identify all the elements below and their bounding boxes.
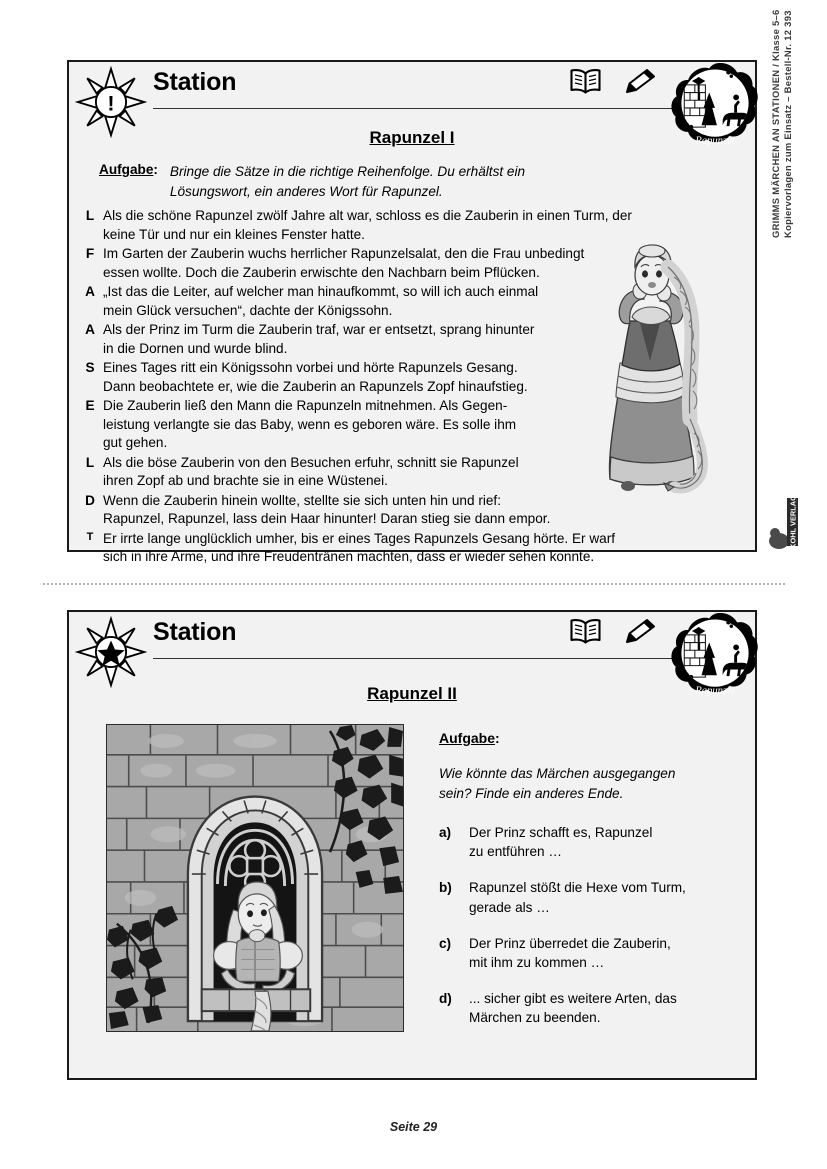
- sentence-letter: D: [85, 492, 95, 508]
- station-2-question: Wie könnte das Märchen ausgegangen sein? Finde ein anderes Ende.: [439, 766, 676, 801]
- station-1-title: Station: [153, 68, 237, 96]
- option-key: a): [439, 825, 452, 841]
- pencil-icon: [624, 618, 656, 644]
- option-text: Der Prinz überredet die Zauberin, mit ihm zu kommen …: [469, 935, 671, 970]
- sentence-text: Im Garten der Zauberin wuchs herrlicher Rapunzelsalat, den die Frau unbedingt essen wollte. Doch die Zauberin erwischte den Nachbarn beim Pflücken.: [103, 246, 585, 280]
- header-rule-2: [153, 658, 721, 659]
- sentence-letter: S: [85, 360, 95, 376]
- sentence-text: Wenn die Zauberin hinein wollte, stellte sie sich unten hin und rief: Rapunzel, Rapunzel, lass dein Haar hinunter! Daran stieg sie dann empor.: [103, 492, 551, 527]
- list-item: [439, 989, 739, 1027]
- list-item: [69, 359, 755, 396]
- emblem-caption-2: Rapunzel: [695, 685, 735, 697]
- station-1-subtitle: Rapunzel I: [369, 128, 455, 147]
- list-item: [439, 878, 739, 916]
- list-item: [69, 207, 755, 244]
- publisher-logo: [766, 492, 812, 554]
- list-item: [439, 823, 739, 861]
- list-item: [69, 321, 755, 358]
- sentence-text: Als die böse Zauberin von den Besuchen erfuhr, schnitt sie Rapunzel ihren Zopf ab und brachte sie in eine Wüstenei.: [103, 454, 519, 489]
- option-key: b): [439, 880, 452, 896]
- aufgabe-label-2: Aufgabe:: [439, 730, 500, 746]
- list-item: [69, 283, 755, 320]
- sentence-text: Er irrte lange unglücklich umher, bis er eines Tages Rapunzels Gesang hörte. Er warf sich in ihre Arme, und ihre Freudentränen machten, dass er wieder sehen konnte.: [103, 530, 616, 565]
- sentence-letter: E: [85, 398, 95, 414]
- station-panel-2: [67, 610, 757, 1080]
- option-key: c): [439, 935, 452, 951]
- option-text: Der Prinz schafft es, Rapunzel zu entführen …: [469, 825, 653, 860]
- station-1-aufgabe: [99, 162, 755, 201]
- sidebar-line-1: GRIMMS MÄRCHEN AN STATIONEN / Klasse 5–6: [770, 9, 781, 238]
- sentence-letter: F: [85, 246, 95, 262]
- option-key: d): [439, 990, 452, 1006]
- option-text: Rapunzel stößt die Hexe vom Turm, gerade als …: [469, 880, 686, 915]
- sentence-letter: A: [85, 284, 95, 300]
- list-item: [69, 492, 755, 529]
- list-item: [69, 245, 755, 282]
- aufgabe-line-1: Bringe die Sätze in die richtige Reihenfolge. Du erhältst ein: [169, 164, 526, 179]
- aufgabe-text-1: [170, 162, 525, 201]
- aufgabe-line-2: Lösungswort, ein anderes Wort für Rapunzel.: [169, 183, 443, 199]
- sentence-letter: T: [86, 530, 94, 543]
- aufgabe-label-1: Aufgabe:: [99, 162, 158, 177]
- sentence-list: [69, 207, 755, 566]
- publisher-name: KOHL VERLAG: [788, 495, 798, 549]
- sentence-letter: L: [85, 208, 95, 224]
- list-item: [69, 530, 755, 567]
- sentence-letter: L: [85, 454, 95, 470]
- page-number: Seite 29: [389, 1120, 438, 1134]
- sidebar-imprint: [770, 0, 794, 238]
- open-book-icon: [569, 68, 602, 94]
- emblem-caption-1: Rapunzel: [695, 135, 735, 147]
- list-item: [69, 397, 755, 452]
- station-2-subtitle: Rapunzel II: [367, 684, 457, 703]
- sunburst-star-icon: [75, 616, 147, 688]
- rapunzel-tower-illustration: [106, 724, 404, 1032]
- sentence-text: Eines Tages ritt ein Königssohn vorbei und hörte Rapunzels Gesang. Dann beobachtete er, wie die Zauberin an Rapunzels Zopf hinaufstieg.: [103, 360, 528, 394]
- list-item: [69, 454, 755, 491]
- sentence-text: „Ist das die Leiter, auf welcher man hinaufkommt, so will ich auch einmal mein Glück versuchen“, dachte der Königssohn.: [103, 284, 539, 318]
- sentence-text: Als die schöne Rapunzel zwölf Jahre alt war, schloss es die Zauberin in einen Turm, der keine Tür und nur ein kleines Fenster hatte.: [103, 208, 632, 242]
- list-item: [439, 934, 739, 972]
- ending-options-list: [439, 823, 739, 1026]
- sentence-letter: A: [85, 322, 95, 338]
- sunburst-exclamation-icon: [75, 66, 147, 138]
- station-1-badge-glyph: !: [107, 90, 115, 116]
- station-2-title: Station: [153, 618, 237, 646]
- station-1-header-icons: [569, 68, 656, 94]
- section-divider: [42, 583, 786, 585]
- pencil-icon: [624, 68, 656, 94]
- sidebar-line-2: Kopiervorlagen zum Einsatz – Bestell-Nr. 12 393: [781, 10, 793, 238]
- station-2-header-icons: [569, 618, 656, 644]
- open-book-icon: [569, 618, 602, 644]
- rapunzel-emblem-icon: [667, 608, 763, 704]
- sentence-text: Die Zauberin ließ den Mann die Rapunzeln mitnehmen. Als Gegen- leistung verlangte sie das Baby, wenn es geboren wäre. Es solle ihm gut gehen.: [103, 398, 517, 451]
- option-text: ... sicher gibt es weitere Arten, das Märchen zu beenden.: [469, 990, 677, 1025]
- rapunzel-emblem-icon: [667, 58, 763, 154]
- station-2-task-column: [439, 730, 739, 1044]
- header-rule-1: [153, 108, 721, 109]
- station-panel-1: [67, 60, 757, 565]
- sentence-text: Als der Prinz im Turm die Zauberin traf, war er entsetzt, sprang hinunter in die Dornen und wurde blind.: [103, 322, 535, 356]
